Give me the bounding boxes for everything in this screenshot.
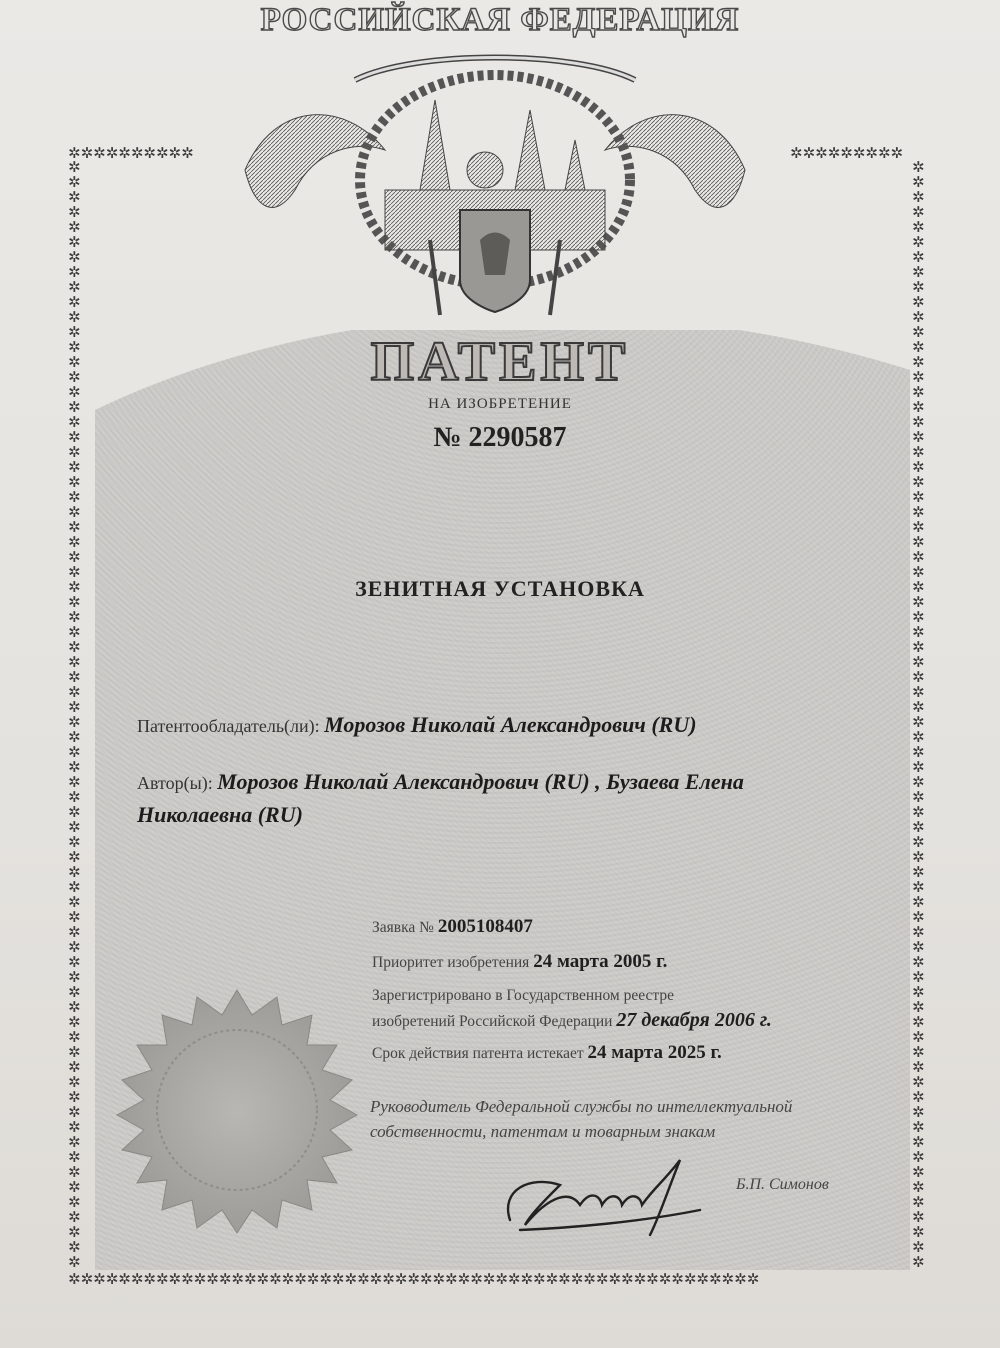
registered-value: 27 декабря 2006 г. bbox=[616, 1009, 772, 1031]
frame-right: ✲✲✲✲✲✲✲✲✲✲✲✲✲✲✲✲✲✲✲✲✲✲✲✲✲✲✲✲✲✲✲✲✲✲✲✲✲✲✲✲✲✲✲✲✲✲✲✲✲✲✲✲✲✲✲✲✲✲✲✲✲✲✲✲✲✲✲✲✲✲✲✲✲✲ bbox=[912, 160, 925, 1271]
holder-value: Морозов Николай Александрович (RU) bbox=[324, 712, 697, 737]
priority-label: Приоритет изобретения bbox=[372, 954, 530, 971]
patent-heading: ПАТЕНТ bbox=[370, 331, 630, 393]
country-title: РОССИЙСКАЯ ФЕДЕРАЦИЯ bbox=[260, 2, 740, 38]
application-value: 2005108407 bbox=[437, 916, 533, 937]
registered-label-line1: Зарегистрировано в Государственном реестре bbox=[372, 987, 674, 1004]
frame-bottom: ✲✲✲✲✲✲✲✲✲✲✲✲✲✲✲✲✲✲✲✲✲✲✲✲✲✲✲✲✲✲✲✲✲✲✲✲✲✲✲✲✲✲✲✲✲✲✲✲✲✲✲✲✲✲✲ bbox=[68, 1272, 760, 1287]
authors-label: Автор(ы): bbox=[137, 773, 213, 793]
frame-left: ✲✲✲✲✲✲✲✲✲✲✲✲✲✲✲✲✲✲✲✲✲✲✲✲✲✲✲✲✲✲✲✲✲✲✲✲✲✲✲✲✲✲✲✲✲✲✲✲✲✲✲✲✲✲✲✲✲✲✲✲✲✲✲✲✲✲✲✲✲✲✲✲✲✲ bbox=[68, 160, 81, 1271]
signature-icon bbox=[490, 1150, 730, 1240]
frame-top-right: ✲✲✲✲✲✲✲✲✲ bbox=[790, 146, 904, 161]
expiry-value: 24 марта 2025 г. bbox=[587, 1042, 722, 1063]
official-seal-icon bbox=[112, 985, 362, 1235]
signatory-position: Руководитель Федеральной службы по интеллектуальной собственности, патентам и товарным знакам bbox=[370, 1097, 793, 1141]
registered-label-line2: изобретений Российской Федерации bbox=[372, 1013, 613, 1030]
signatory-name: Б.П. Симонов bbox=[736, 1176, 829, 1193]
holder-label: Патентообладатель(ли): bbox=[137, 716, 320, 736]
frame-top-left: ✲✲✲✲✲✲✲✲✲✲ bbox=[68, 146, 194, 161]
kremlin-emblem-icon bbox=[235, 40, 755, 320]
invention-title: ЗЕНИТНАЯ УСТАНОВКА bbox=[355, 576, 645, 601]
registration-date bbox=[372, 984, 772, 1034]
expiry-label: Срок действия патента истекает bbox=[372, 1045, 584, 1062]
application-number bbox=[372, 916, 533, 938]
authors-value: Морозов Николай Александрович (RU) , Бузаева Елена Николаевна (RU) bbox=[137, 769, 744, 827]
application-label: Заявка № bbox=[372, 919, 434, 936]
patent-authors bbox=[137, 766, 857, 832]
patent-subtype: НА ИЗОБРЕТЕНИЕ bbox=[428, 396, 572, 412]
expiry-date bbox=[372, 1042, 722, 1064]
patent-holder bbox=[137, 712, 697, 738]
priority-value: 24 марта 2005 г. bbox=[533, 951, 668, 972]
patent-number: № 2290587 bbox=[433, 422, 567, 453]
priority-date bbox=[372, 951, 667, 973]
